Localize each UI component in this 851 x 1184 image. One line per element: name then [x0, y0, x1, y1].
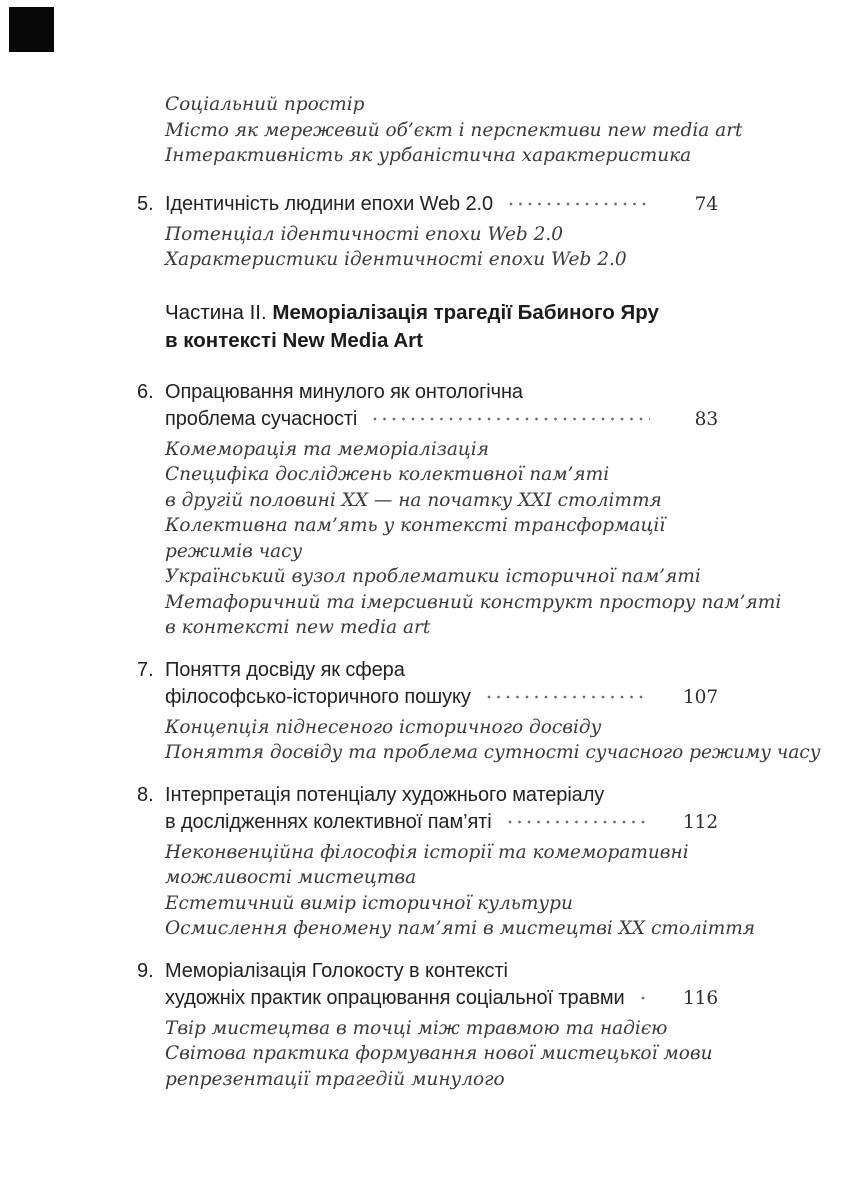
entry-9-subentries [165, 1016, 731, 1093]
entry-title: філософсько-історичного пошуку [165, 685, 471, 708]
toc-subentry: Метафоричний та імерсивний конструкт простору пам’яті [165, 591, 782, 613]
page-number: 74 [694, 193, 718, 215]
toc-subentry: Осмислення феномену пам’яті в мистецтві XX століття [165, 918, 756, 939]
dot-leader [641, 996, 649, 1000]
entry-title: в дослідженнях колективної пам’яті [165, 810, 492, 833]
entry-title-line [165, 958, 718, 985]
entry-7-subentries [165, 715, 821, 766]
toc-entry-8 [137, 782, 718, 836]
toc-subentry: Специфіка досліджень колективної пам’яті [165, 464, 610, 485]
toc-subentry: Український вузол проблематики історичної пам’яті [165, 566, 701, 587]
part-title-line2: в контексті New Media Art [165, 328, 423, 352]
toc-subentry: в другій половині XX — на початку XXI століття [165, 489, 662, 511]
toc-subentry: репрезентації трагедій минулого [165, 1068, 505, 1090]
part-heading [165, 299, 741, 355]
dot-leader [508, 820, 649, 824]
entry-title: Інтерпретація потенціалу художнього матеріалу [165, 783, 605, 806]
toc-subentry: режимів часу [165, 540, 303, 562]
page-number: 107 [682, 686, 718, 708]
toc-subentry: Соціальний простір [165, 94, 365, 115]
toc-entry-6 [137, 379, 718, 433]
entry-title-line [165, 782, 718, 809]
entry-title-line [165, 657, 718, 684]
entry-6-subentries [165, 437, 782, 641]
entry-number: 9. [137, 959, 154, 982]
entry-number: 7. [137, 658, 154, 681]
page-number: 112 [682, 811, 718, 833]
entry-title-line [165, 191, 718, 218]
toc-subentry: Потенціал ідентичності епохи Web 2.0 [165, 223, 564, 245]
toc-subentry: в контексті new media art [165, 617, 431, 638]
entry-title: художніх практик опрацювання соціальної травми [165, 986, 625, 1009]
entry-number: 6. [137, 380, 154, 403]
toc-subentry: Колективна пам’ять у контексті трансформації [165, 515, 666, 536]
dot-leader [487, 695, 649, 699]
toc-subentry: Характеристики ідентичності епохи Web 2.0 [165, 249, 627, 270]
entry-title-line [165, 809, 718, 836]
entry-number: 8. [137, 783, 154, 806]
toc-subentry: Поняття досвіду та проблема сутності сучасного режиму часу [165, 742, 821, 763]
toc-subentry: Комеморація та меморіалізація [165, 438, 489, 460]
page-number: 83 [694, 408, 718, 430]
entry-title: Меморіалізація Голокосту в контексті [165, 959, 508, 982]
page-number: 116 [682, 987, 718, 1009]
part-title-line1: Меморіалізація трагедії Бабиного Яру [272, 300, 659, 324]
toc-subentry: можливості мистецтва [165, 867, 417, 888]
toc-entry-9 [137, 958, 718, 1012]
toc-entry-5 [137, 191, 718, 218]
toc-subentry: Неконвенційна філософія історії та комеморативні [165, 841, 689, 863]
toc-subentry: Світова практика формування нової мистецької мови [165, 1043, 713, 1064]
dot-leader [509, 202, 650, 206]
part-prefix: Частина II. [165, 300, 267, 324]
toc-entry-7 [137, 657, 718, 711]
entry-title-line [165, 684, 718, 711]
toc-subentry: Інтерактивність як урбаністична характеристика [165, 145, 692, 166]
entry-title: проблема сучасності [165, 407, 358, 430]
entry-title: Поняття досвіду як сфера [165, 658, 405, 681]
toc-subentry: Естетичний вимір історичної культури [165, 892, 573, 914]
entry-title-line [165, 379, 718, 406]
entry-title: Опрацювання минулого як онтологічна [165, 380, 523, 403]
intro-subentries [165, 92, 743, 169]
toc-subentry: Місто як мережевий об’єкт і перспективи new media art [165, 119, 743, 141]
toc-subentry: Концепція піднесеного історичного досвіду [165, 716, 602, 738]
entry-8-subentries [165, 840, 756, 942]
entry-title-line [165, 406, 718, 433]
entry-5-subentries [165, 222, 731, 273]
entry-title-line [165, 985, 718, 1012]
toc-subentry: Твір мистецтва в точці між травмою та надією [165, 1017, 668, 1039]
entry-number: 5. [137, 192, 154, 215]
entry-title: Ідентичність людини епохи Web 2.0 [165, 192, 494, 215]
dot-leader [373, 417, 650, 421]
